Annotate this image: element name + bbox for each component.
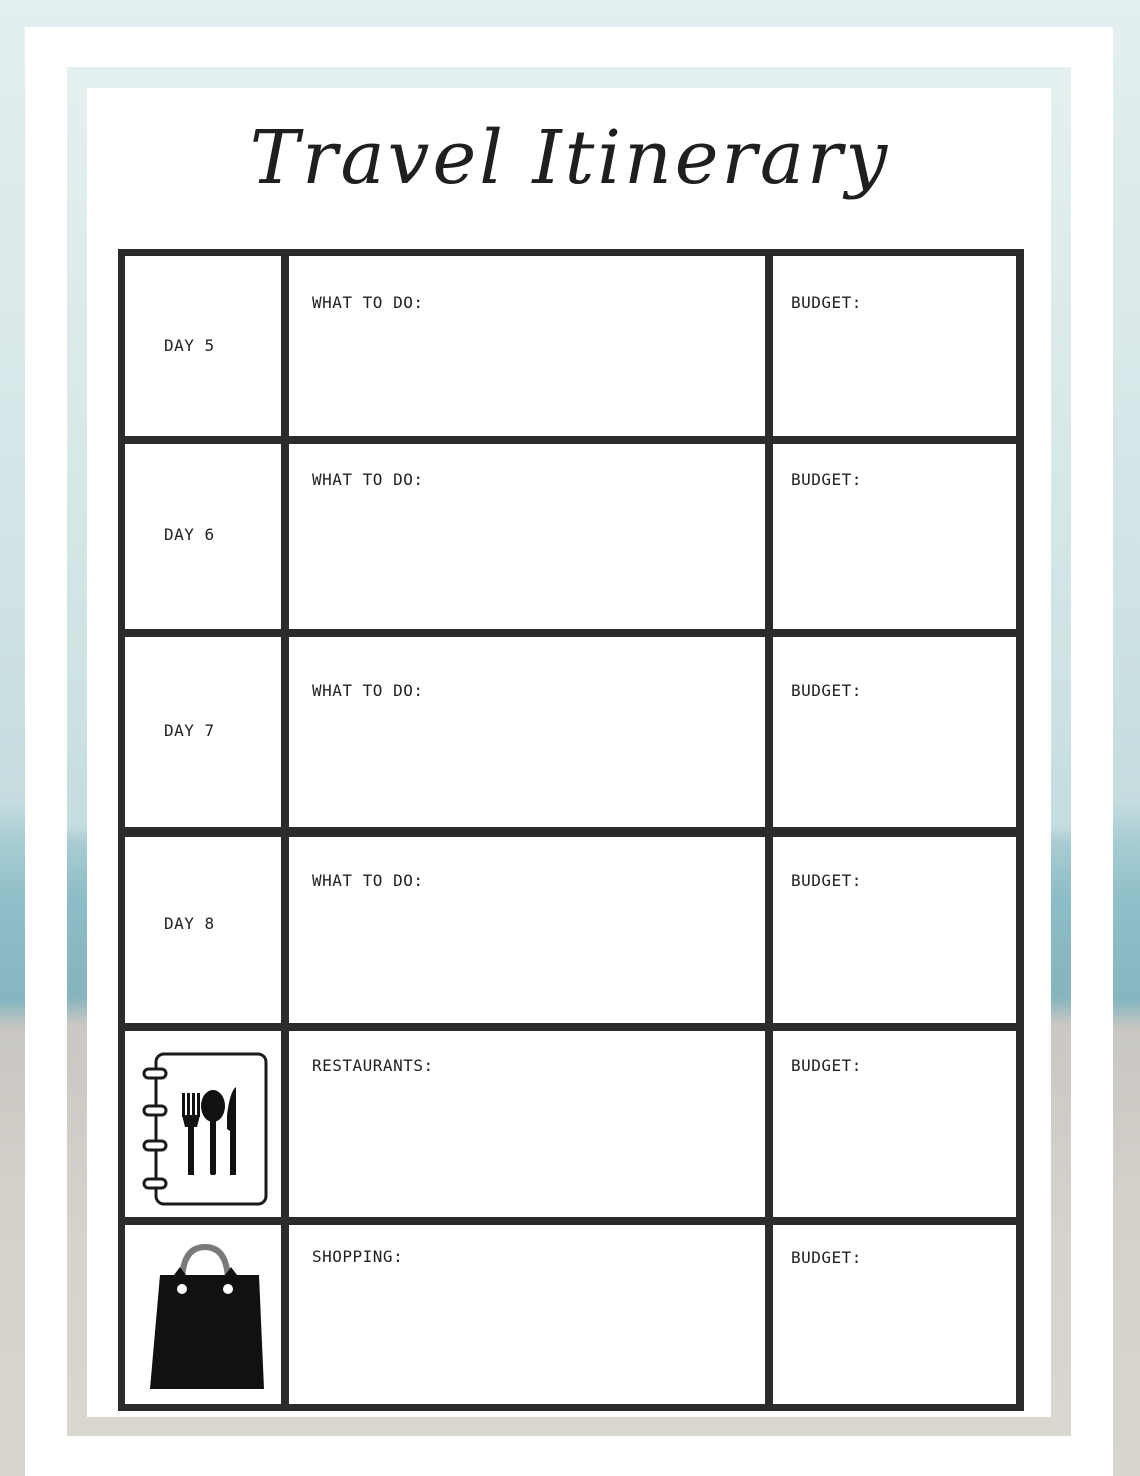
budget-label: BUDGET:	[791, 1248, 862, 1267]
table-row-day-8-budget-cell[interactable]	[773, 837, 1016, 1023]
budget-label: BUDGET:	[791, 871, 862, 890]
budget-label: BUDGET:	[791, 1056, 862, 1075]
table-row-restaurants-activity-cell[interactable]	[289, 1031, 765, 1217]
table-row-shopping-icon-cell	[125, 1225, 281, 1404]
day-label: DAY 8	[164, 914, 215, 933]
menu-cutlery-icon	[125, 1031, 281, 1217]
table-row-day-8-day-cell	[125, 837, 281, 1023]
page-title	[0, 88, 1140, 238]
table-row-day-6-budget-cell[interactable]	[773, 444, 1016, 629]
table-row-day-6-day-cell	[125, 444, 281, 629]
day-label: DAY 5	[164, 336, 215, 355]
what-to-do-label: WHAT TO DO:	[312, 470, 424, 489]
table-row-restaurants-icon-cell	[125, 1031, 281, 1217]
day-label: DAY 7	[164, 721, 215, 740]
table-row-day-6-activity-cell[interactable]	[289, 444, 765, 629]
budget-label: BUDGET:	[791, 470, 862, 489]
shopping-bag-icon	[125, 1225, 281, 1404]
table-row-day-7-day-cell	[125, 637, 281, 827]
table-row-restaurants-budget-cell[interactable]	[773, 1031, 1016, 1217]
restaurants-label: RESTAURANTS:	[312, 1056, 434, 1075]
shopping-label: SHOPPING:	[312, 1247, 404, 1266]
what-to-do-label: WHAT TO DO:	[312, 293, 424, 312]
day-label: DAY 6	[164, 525, 215, 544]
table-row-day-5-day-cell	[125, 256, 281, 436]
what-to-do-label: WHAT TO DO:	[312, 681, 424, 700]
budget-label: BUDGET:	[791, 293, 862, 312]
table-row-shopping-activity-cell[interactable]	[289, 1225, 765, 1404]
table-row-day-8-activity-cell[interactable]	[289, 837, 765, 1023]
table-row-day-5-activity-cell[interactable]	[289, 256, 765, 436]
what-to-do-label: WHAT TO DO:	[312, 871, 424, 890]
table-row-day-7-budget-cell[interactable]	[773, 637, 1016, 827]
itinerary-table	[118, 249, 1024, 1411]
table-row-shopping-budget-cell[interactable]	[773, 1225, 1016, 1404]
table-row-day-7-activity-cell[interactable]	[289, 637, 765, 827]
page-title-text: Travel Itinerary	[249, 115, 891, 201]
budget-label: BUDGET:	[791, 681, 862, 700]
table-row-day-5-budget-cell[interactable]	[773, 256, 1016, 436]
